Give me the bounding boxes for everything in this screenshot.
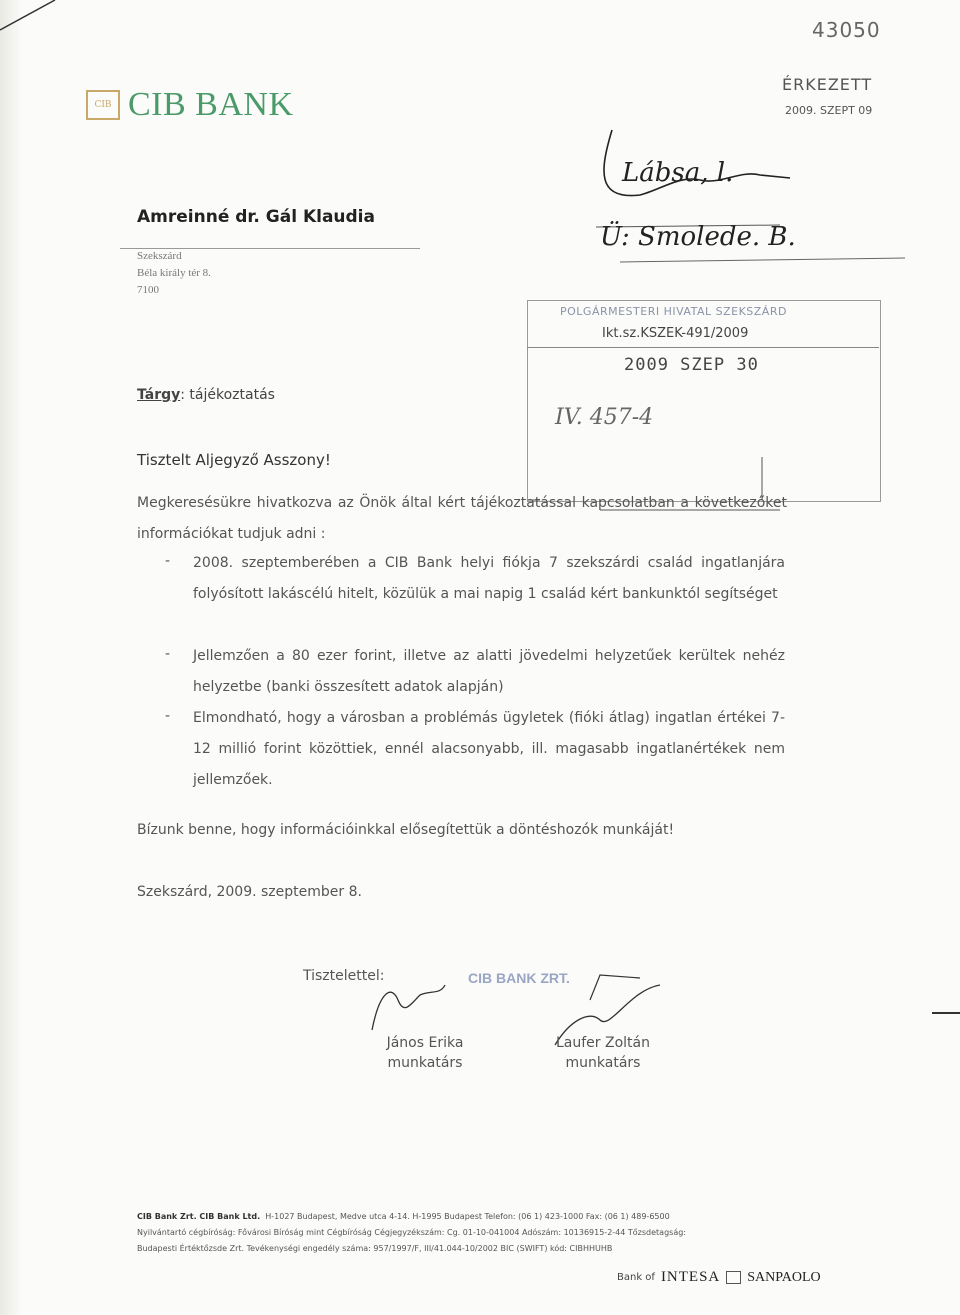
address-divider [120, 248, 420, 249]
signature-block-1 [360, 1033, 490, 1073]
logo-text: CIB BANK [128, 86, 294, 123]
intesa-mark-icon [726, 1271, 741, 1284]
signer-role: munkatárs [387, 1055, 463, 1071]
cib-logo-mark-icon: CIB [86, 90, 120, 120]
footer-line-1 [137, 1212, 670, 1221]
subject-text: : tájékoztatás [180, 387, 275, 403]
stamp-date: 2009 SZEP 30 [624, 355, 759, 375]
closing-sentence: Bízunk benne, hogy információinkkal elősegítettük a döntéshozók munkáját! [137, 822, 675, 838]
bullet-mark: - [165, 646, 171, 662]
stamp-ikt: Ikt.sz.KSZEK-491/2009 [602, 326, 749, 341]
registry-number: 43050 [812, 18, 881, 42]
intro-paragraph: Megkeresésükre hivatkozva az Önök által kért tájékoztatással kapcsolatban a következőket információkat tudjuk adni : [137, 495, 787, 542]
bullet-mark: - [165, 708, 171, 724]
sanpaolo-wordmark: SANPAOLO [747, 1269, 821, 1285]
footer-line-2: Nyilvántartó cégbíróság: Fővárosi Bíróság mint Cégbíróság Cégjegyzékszám: Cg. 01-10-041004 Adószám: 10136915-2-44 Tőzsdetagság: [137, 1228, 686, 1237]
recipient-name: Amreinné dr. Gál Klaudia [137, 207, 375, 227]
bullet-item: 2008. szeptemberében a CIB Bank helyi fiókja 7 szekszárdi család ingatlanjára folyósított lakáscélú hitelt, közülük a mai napig 1 család kért bankunktól segítséget [193, 555, 785, 602]
subject-label: Tárgy [137, 387, 181, 403]
signer-name: Laufer Zoltán [556, 1035, 650, 1051]
handwritten-note-2: Ü: Smolede. B. [600, 222, 796, 252]
bullet-mark: - [165, 553, 171, 569]
handwritten-note-1: Lábsa, l. [622, 158, 734, 188]
received-stamp-date: 2009. SZEPT 09 [785, 104, 873, 117]
bullet-item: Jellemzően a 80 ezer forint, illetve az alatti jövedelmi helyzetűek kerültek nehéz helyzetbe (banki összesített adatok alapján) [193, 648, 785, 695]
bank-of-label: Bank of [617, 1272, 655, 1283]
intesa-wordmark: INTESA [660, 1269, 721, 1285]
bullet-item: Elmondható, hogy a városban a problémás ügyletek (fióki átlag) ingatlan értékei 7-12 millió forint közöttiek, ennél alacsonyabb, ill. magasabb ingatlanértékek nem jellemzőek. [193, 710, 785, 788]
footer-address: H-1027 Budapest, Medve utca 4-14. H-1995 Budapest Telefon: (06 1) 423-1000 Fax: (06 1) 489-6500 [265, 1212, 670, 1221]
page-edge-mark [932, 1012, 960, 1014]
stamp-code: IV. 457-4 [555, 405, 654, 430]
recipient-city: Szekszárd [137, 250, 182, 262]
recipient-zip: 7100 [137, 284, 159, 296]
place-and-date: Szekszárd, 2009. szeptember 8. [137, 884, 362, 900]
intesa-sanpaolo-logo [617, 1269, 821, 1286]
signer-name: János Erika [386, 1035, 464, 1051]
bank-stamp: CIB BANK ZRT. [468, 970, 570, 986]
subject-line [137, 387, 275, 403]
footer-line-3: Budapesti Értéktőzsde Zrt. Tevékenységi engedély száma: 957/1997/F, III/41.044-10/2002 BIC (SWIFT) kód: CIBHHUHB [137, 1244, 613, 1253]
recipient-street: Béla király tér 8. [137, 267, 211, 279]
cib-bank-logo [86, 86, 294, 124]
salutation: Tisztelt Aljegyző Asszony! [137, 451, 331, 469]
stamp-office: POLGÁRMESTERI HIVATAL SZEKSZÁRD [560, 305, 787, 318]
signer-role: munkatárs [565, 1055, 641, 1071]
footer-company: CIB Bank Zrt. CIB Bank Ltd. [137, 1212, 261, 1221]
signature-block-2 [538, 1033, 668, 1073]
received-stamp-label: ÉRKEZETT [782, 75, 873, 94]
stamp-divider [527, 347, 879, 348]
regards: Tisztelettel: [303, 968, 385, 984]
